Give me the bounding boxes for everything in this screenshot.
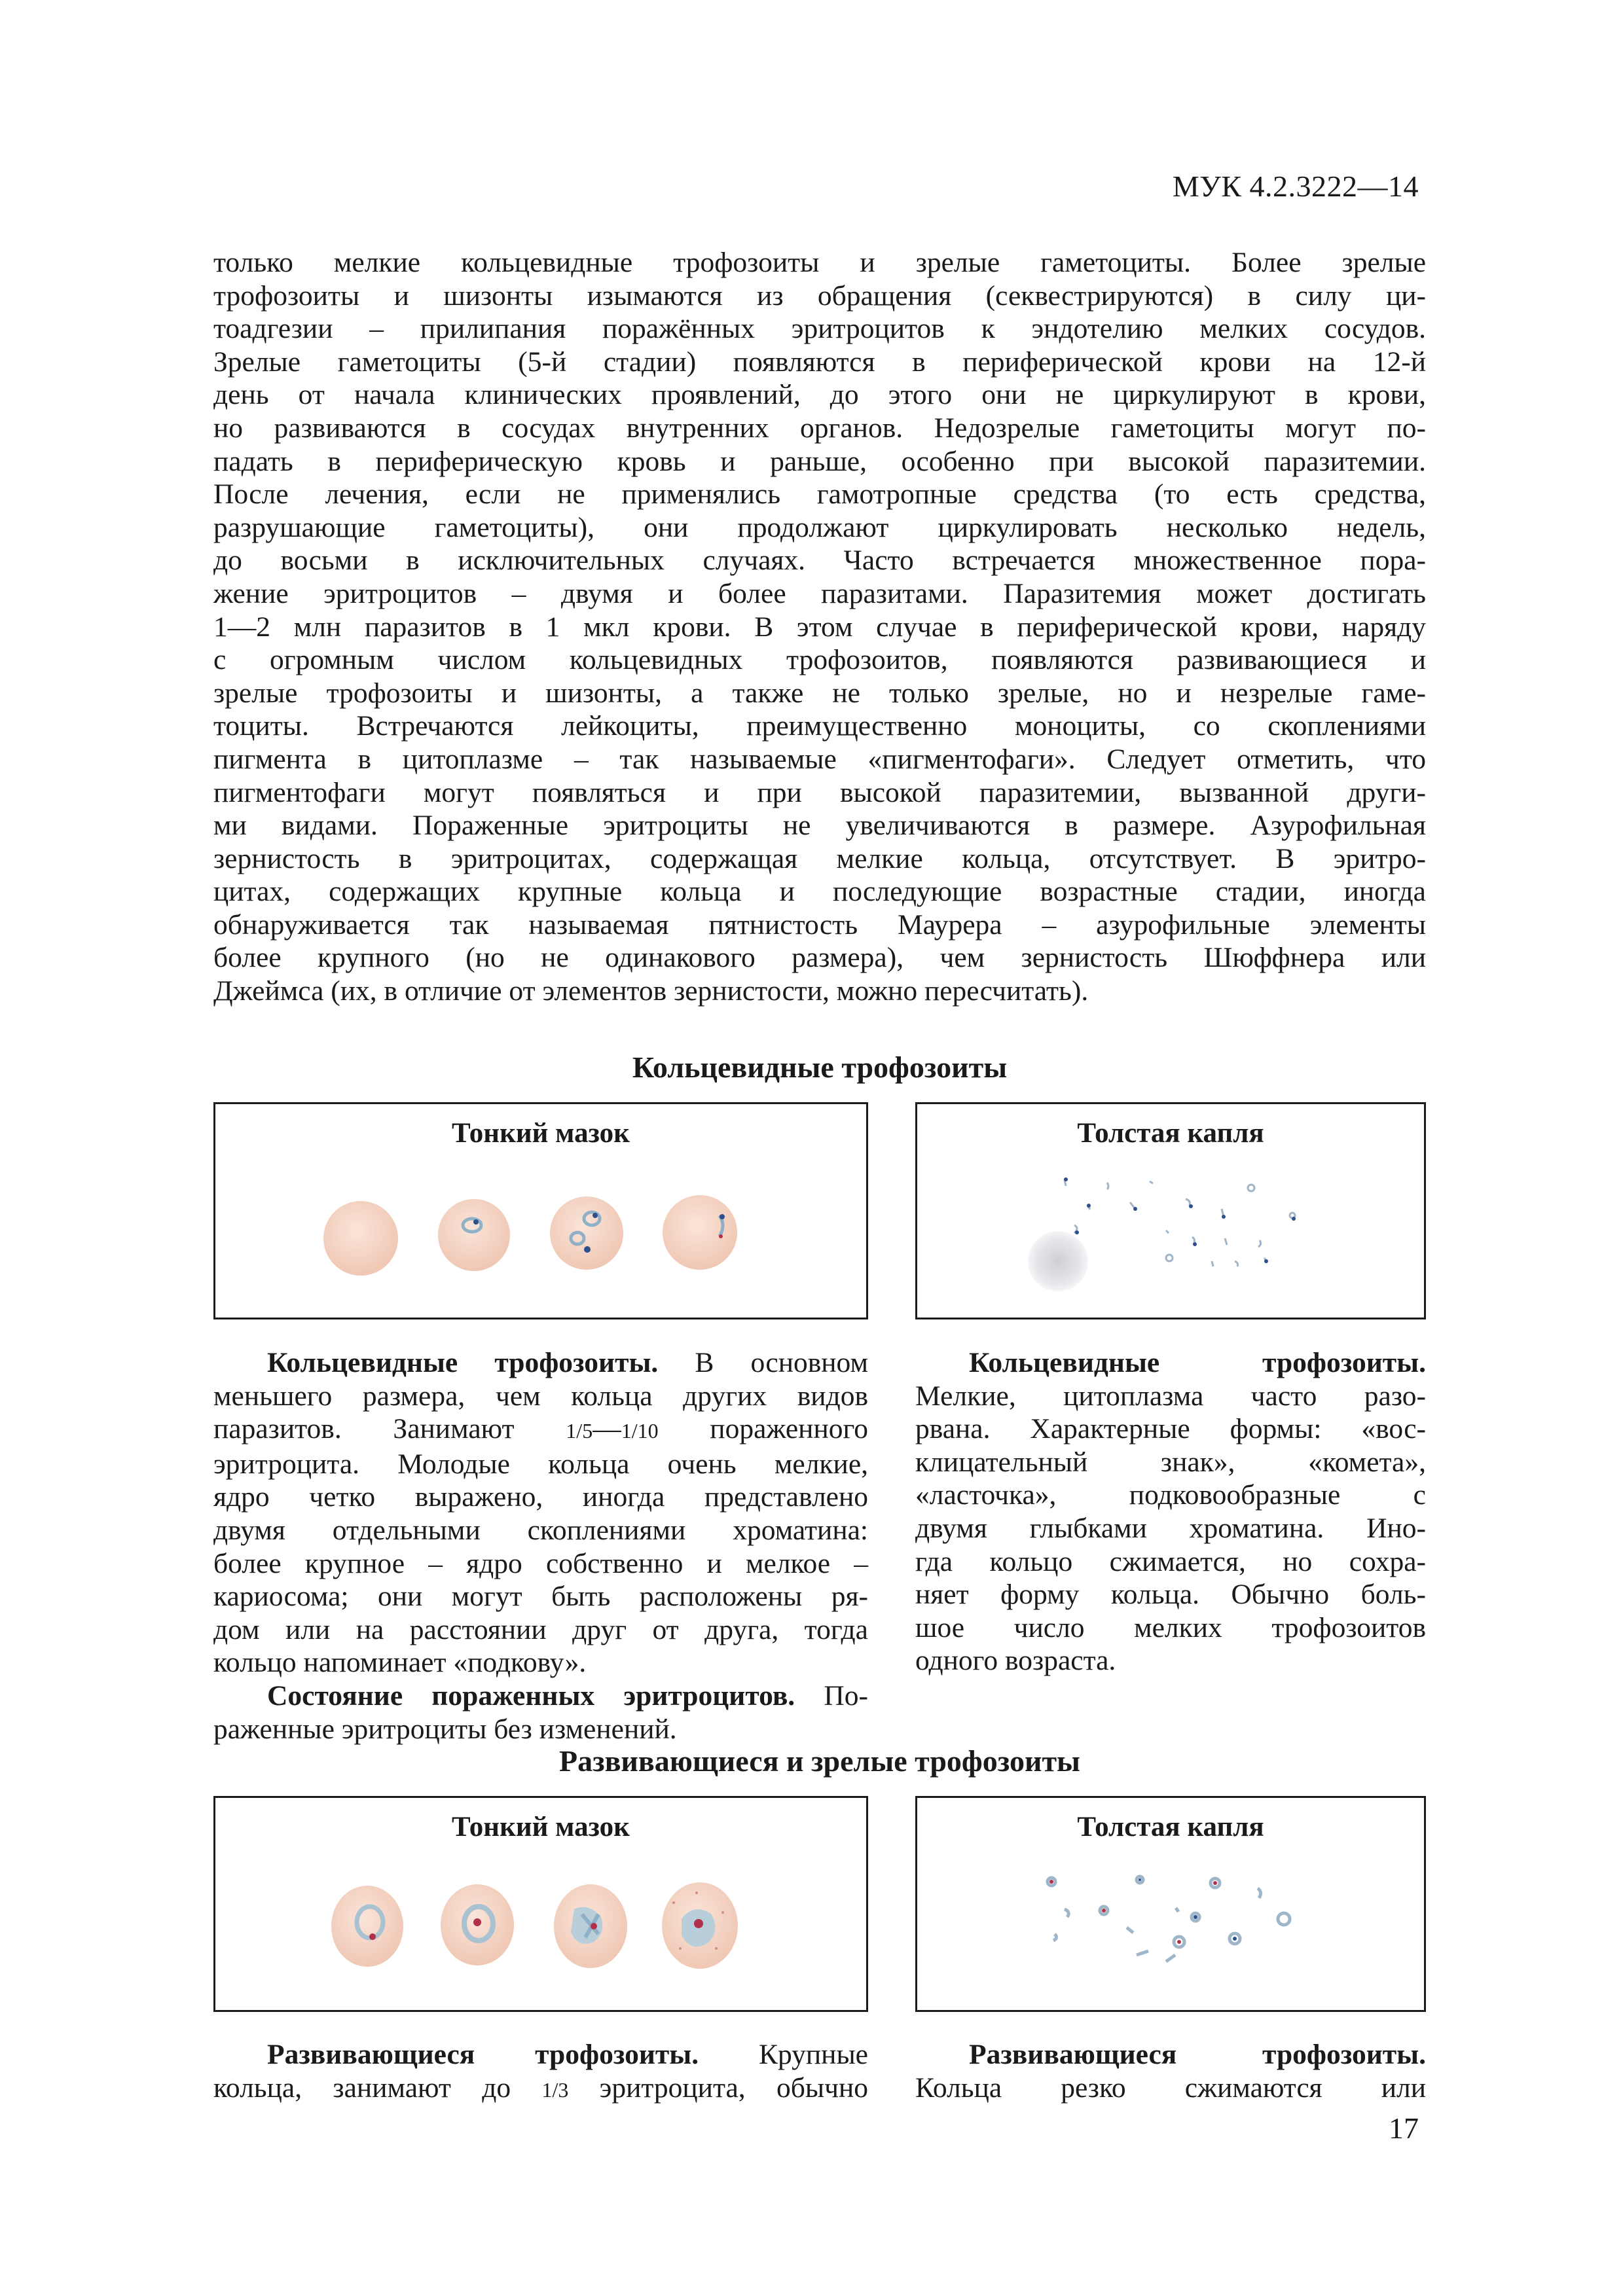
page-number: 17 (1389, 2111, 1419, 2145)
erythrocyte-ring-3 (663, 1195, 737, 1270)
body-line: цитах, содержащих крупные кольца и последующие возрастные стадии, иногда (213, 876, 1426, 908)
body-line: жение эритроцитов – двумя и более паразитами. Паразитемия может достигать (213, 577, 1426, 609)
body-line: с огромным числом кольцевидных трофозоитов, появляются развивающиеся и (213, 644, 1426, 676)
thin-smear-figure-2 (213, 1796, 868, 2012)
erythrocyte-trophozoite-3 (554, 1884, 627, 1968)
body-line: до восьми в исключительных случаях. Часто встречается множественное пора- (213, 545, 1426, 577)
body-line: разрушающие гаметоциты), они продолжают циркулировать несколько недель, (213, 511, 1426, 543)
section-title-ring-trophozoites: Кольцевидные трофозоиты (632, 1050, 1008, 1084)
erythrocyte-ring-2 (550, 1196, 623, 1270)
section-title-developing-trophozoites: Развивающиеся и зрелые трофозоиты (559, 1744, 1080, 1778)
thin-smear-caption: Тонкий мазок (452, 1812, 630, 1842)
erythrocyte-uninfected (323, 1201, 398, 1276)
body-line: зрелые трофозоиты и шизонты, а также не только зрелые, но и незрелые гаме- (213, 677, 1426, 709)
thick-drop-figure-1 (915, 1102, 1426, 1319)
body-line: тоциты. Встречаются лейкоциты, преимущественно моноциты, со скоплениями (213, 710, 1426, 742)
body-line: После лечения, если не применялись гамотропные средства (то есть средства, (213, 478, 1426, 511)
erythrocyte-trophozoite-2 (441, 1884, 514, 1965)
body-line: падать в периферическую кровь и раньше, особенно при высокой паразитемии. (213, 445, 1426, 477)
body-line: пигментофаги могут появляться и при высокой паразитемии, вызванной други- (213, 776, 1426, 808)
body-line: зернистость в эритроцитах, содержащая мелкие кольца, отсутствует. В эритро- (213, 842, 1426, 874)
ring-thick-description: Кольцевидные трофозоиты. Мелкие, цитоплазма часто разо- рвана. Характерные формы: «вос- клицательный знак», «комета», «ласточка», подковообразные с двумя глыбками хроматина. Ино- гда кольцо сжимается, но сохра- няет форму кольца. Обычно боль- шое число мелких трофозоитов одного возраста. (915, 1347, 1426, 1677)
thin-smear-caption: Тонкий мазок (452, 1118, 630, 1149)
thin-smear-figure-1 (213, 1102, 868, 1319)
body-line: 1—2 млн паразитов в 1 мкл крови. В этом случае в периферической крови, наряду (213, 611, 1426, 643)
thick-drop-illustration-2 (917, 1798, 1428, 2014)
thin-smear-illustration (215, 1104, 870, 1321)
body-paragraph (213, 246, 1426, 1008)
body-line: но развиваются в сосудах внутренних органов. Недозрелые гаметоциты могут по- (213, 412, 1426, 444)
body-line: только мелкие кольцевидные трофозоиты и зрелые гаметоциты. Более зрелые (213, 247, 1426, 278)
thick-drop-caption: Толстая капля (1077, 1118, 1264, 1149)
developing-thin-description: Развивающиеся трофозоиты. Крупные кольца, занимают до 1/3 эритроцита, обычно (213, 2039, 869, 2104)
body-line: день от начала клинических проявлений, до этого они не циркулируют в крови, (213, 379, 1426, 411)
body-line: более крупного (но не одинакового размера), чем зернистость Шюффнера или (213, 942, 1426, 974)
document-code: МУК 4.2.3222—14 (1172, 170, 1419, 203)
ring-thin-description: Кольцевидные трофозоиты. В основном меньшего размера, чем кольца других видов паразитов. Занимают 1/5—1/10 пораженного эритроцита. Молодые кольца очень мелкие, ядро четко выражено, иногда представлено двумя отдельными скоплениями хроматина: более крупное – ядро собственно и мелкое – кариосома; они могут быть расположены ря- дом или на расстоянии друг от друга, тогда кольцо напоминает «подкову». Состояние пораженных эритроцитов. По- раженные эритроциты без изменений. (213, 1347, 868, 1745)
erythrocyte-trophozoite-4 (662, 1882, 738, 1969)
body-line: ми видами. Пораженные эритроциты не увеличиваются в размере. Азурофильная (213, 810, 1426, 842)
body-line: пигмента в цитоплазме – так называемые «пигментофаги». Следует отметить, что (213, 743, 1426, 775)
thick-drop-caption: Толстая капля (1077, 1812, 1264, 1842)
body-line: тоадгезии – прилипания поражённых эритроцитов к эндотелию мелких сосудов. (213, 313, 1426, 345)
developing-thick-description: Развивающиеся трофозоиты. Кольца резко сжимаются или (915, 2039, 1426, 2104)
body-line: Зрелые гаметоциты (5-й стадии) появляются в периферической крови на 12-й (213, 346, 1426, 378)
body-line: трофозоиты и шизонты изымаются из обращения (секвестрируются) в силу ци- (213, 279, 1426, 312)
erythrocyte-trophozoite-1 (331, 1886, 403, 1967)
body-line: Джеймса (их, в отличие от элементов зернистости, можно пересчитать). (213, 975, 1089, 1007)
thick-drop-illustration (917, 1104, 1428, 1321)
erythrocyte-ring-1 (438, 1199, 510, 1271)
body-line: обнаруживается так называемая пятнистость Маурера – азурофильные элементы (213, 908, 1426, 941)
thin-smear-illustration-2 (215, 1798, 870, 2014)
thick-drop-figure-2 (915, 1796, 1426, 2012)
